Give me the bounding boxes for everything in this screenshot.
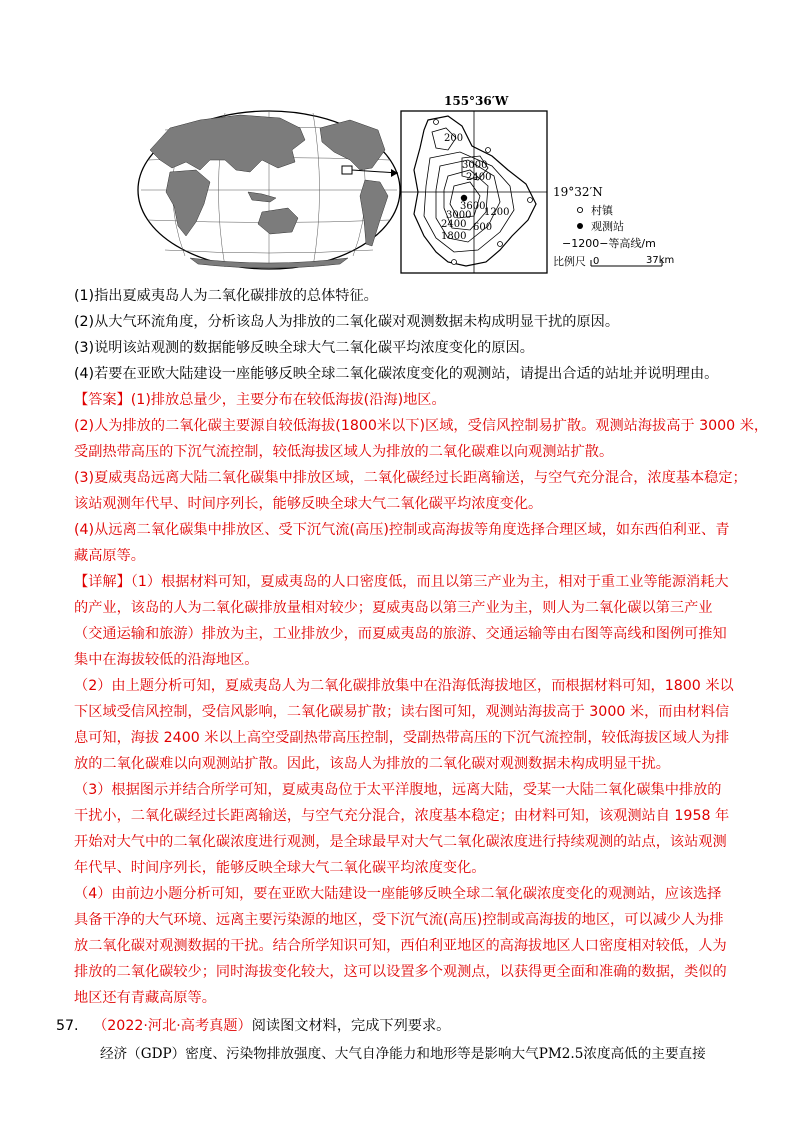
question-2: (2)从大气环流角度，分析该岛人为排放的二氧化碳对观测数据未构成明显干扰的原因。 [74, 314, 620, 330]
contour-label: 3600 [460, 201, 486, 212]
station-legend-icon [577, 223, 583, 229]
latitude-label: 19°32′N [553, 185, 603, 199]
question-source: （2022·河北·高考真题） [93, 1018, 252, 1034]
explanation-p1-line-2: 的产业，该岛的人为二氧化碳排放量相对较少；夏威夷岛以第三产业为主，则人为二氧化碳以第三产业 [74, 600, 713, 616]
longitude-label: 155°36′W [444, 94, 509, 108]
answer-2-line-2: 受副热带高压的下沉气流控制，较低海拔区域人为排放的二氧化碳难以向观测站扩散。 [74, 444, 614, 460]
village-legend-icon [577, 207, 582, 212]
contour-label: 3000 [462, 160, 488, 171]
explanation-p2-line-3: 息可知，海拔 2400 米以上高空受副热带高压控制，受副热带高压的下沉气流控制，较低海拔区域人为排 [74, 730, 730, 746]
question-4: (4)若要在亚欧大陆建设一座能够反映全球二氧化碳浓度变化的观测站，请提出合适的站址并说明理由。 [74, 366, 719, 382]
answer-2-line-1: (2)人为排放的二氧化碳主要源自较低海拔(1800米以下)区域，受信风控制易扩散。观测站海拔高于 3000 米， [74, 418, 769, 434]
next-question-header [56, 1016, 748, 1036]
answer-4-line-2: 藏高原等。 [74, 548, 145, 564]
figure [0, 0, 800, 280]
question-prompt: 阅读图文材料，完成下列要求。 [251, 1018, 451, 1034]
answer-4-line-1: (4)从远离二氧化碳集中排放区、受下沉气流(高压)控制或高海拔等角度选择合理区域，如东西伯利亚、青 [74, 522, 730, 538]
world-map [138, 111, 400, 269]
figure-svg [0, 0, 800, 280]
explanation-p4-line-1: （4）由前边小题分析可知，要在亚欧大陆建设一座能够反映全球二氧化碳浓度变化的观测站，应该选择 [74, 886, 722, 902]
material-text: 经济（GDP）密度、污染物排放强度、大气自净能力和地形等是影响大气PM2.5浓度高低的主要直接 [100, 1046, 706, 1062]
legend-village: 村镇 [591, 204, 613, 217]
explanation-p2-line-1: （2）由上题分析可知，夏威夷岛人为二氧化碳排放集中在沿海低海拔地区，而根据材料可知，1800 米以 [74, 678, 734, 694]
explanation-p1-line-4: 集中在海拔较低的沿海地区。 [74, 652, 259, 668]
explanation-p3-line-1: （3）根据图示并结合所学可知，夏威夷岛位于太平洋腹地，远离大陆，受某一大陆二氧化碳集中排放的 [74, 782, 722, 798]
question-1: (1)指出夏威夷岛人为二氧化碳排放的总体特征。 [74, 288, 378, 304]
question-number: 57. [56, 1018, 79, 1034]
explanation-tag: 【详解】 [74, 574, 131, 590]
answer-1: 【答案】(1)排放总量少，主要分布在较低海拔(沿海)地区。 [74, 392, 446, 408]
explanation-p3-line-2: 干扰小，二氧化碳经过长距离输送，与空气充分混合，浓度基本稳定；由材料可知，该观测站自 1958 年 [74, 808, 730, 824]
contour-label: 1800 [441, 231, 467, 242]
contour-label: 2400 [441, 219, 467, 230]
explanation-p4-line-2: 具备干净的大气环境、远离主要污染源的地区，受下沉气流(高压)控制或高海拔的地区，可以减少人为排 [74, 912, 724, 928]
explanation-p4-line-4: 排放的二氧化碳较少；同时海拔变化较大，这可以设置多个观测点，以获得更全面和准确的数据，类似的 [74, 964, 727, 980]
legend-station: 观测站 [591, 220, 624, 233]
contour-label: 200 [444, 133, 464, 144]
legend-scale-value: 37km [646, 255, 675, 266]
explanation-p1-line-1: 【详解】（1）根据材料可知，夏威夷岛的人口密度低，而且以第三产业为主，相对于重工业等能源消耗大 [74, 574, 729, 590]
answer-3-line-2: 该站观测年代早、时间序列长，能够反映全球大气二氧化碳平均浓度变化。 [74, 496, 543, 512]
legend-scale-zero: 0 [593, 256, 600, 267]
legend-scale-label: 比例尺 [553, 255, 586, 268]
explanation-p2-line-4: 放的二氧化碳难以向观测站扩散。因此，该岛人为排放的二氧化碳对观测数据未构成明显干扰。 [74, 756, 670, 772]
contour-label: 600 [473, 222, 493, 233]
contour-label: 1200 [484, 207, 510, 218]
answer-tag: 【答案】 [74, 392, 131, 408]
legend-contour: −1200−等高线/m [562, 237, 656, 250]
explanation-p4-line-5: 地区还有青藏高原等。 [74, 990, 216, 1006]
explanation-p1-line-3: （交通运输和旅游）排放为主，工业排放少，而夏威夷岛的旅游、交通运输等由右图等高线和图例可推知 [74, 626, 727, 642]
legend [553, 203, 674, 268]
contour-label: 2400 [466, 172, 492, 183]
contour-label: 3000 [446, 210, 472, 221]
explanation-p4-line-3: 放二氧化碳对观测数据的干扰。结合所学知识可知，西伯利亚地区的高海拔地区人口密度相对较低，人为 [74, 938, 727, 954]
answer-3-line-1: (3)夏威夷岛远离大陆二氧化碳集中排放区域，二氧化碳经过长距离输送，与空气充分混合，浓度基本稳定； [74, 470, 747, 486]
explanation-p3-line-4: 年代早、时间序列长，能够反映全球大气二氧化碳平均浓度变化。 [74, 860, 486, 876]
question-3: (3)说明该站观测的数据能够反映全球大气二氧化碳平均浓度变化的原因。 [74, 340, 534, 356]
explanation-p2-line-2: 下区域受信风控制，受信风影响，二氧化碳易扩散；读右图可知，观测站海拔高于 3000 米，而由材料信 [74, 704, 730, 720]
hawaii-detail-map [401, 111, 547, 273]
explanation-p3-line-3: 开始对大气中的二氧化碳浓度进行观测，是全球最早对大气二氧化碳浓度进行持续观测的站点，该站观测 [74, 834, 727, 850]
